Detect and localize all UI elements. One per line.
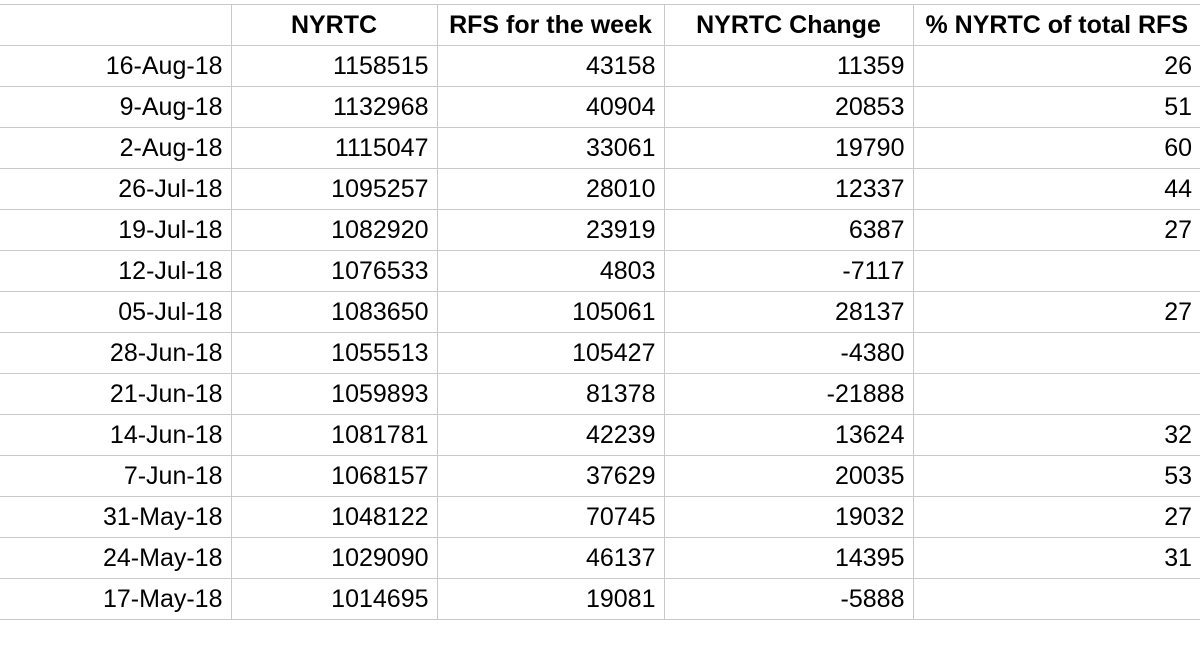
rfs-week-cell: 23919 bbox=[437, 210, 664, 251]
pct-nyrtc-cell: 32 bbox=[913, 415, 1200, 456]
nyrtc-change-cell: 19032 bbox=[664, 497, 913, 538]
nyrtc-change-cell: -21888 bbox=[664, 374, 913, 415]
nyrtc-change-cell: 28137 bbox=[664, 292, 913, 333]
nyrtc-cell: 1082920 bbox=[231, 210, 437, 251]
table-row bbox=[0, 128, 1200, 169]
table-row bbox=[0, 538, 1200, 579]
rfs-week-cell: 105427 bbox=[437, 333, 664, 374]
nyrtc-change-cell: 14395 bbox=[664, 538, 913, 579]
table-row bbox=[0, 87, 1200, 128]
pct-nyrtc-cell bbox=[913, 333, 1200, 374]
rfs-week-cell: 4803 bbox=[437, 251, 664, 292]
nyrtc-change-cell: -4380 bbox=[664, 333, 913, 374]
rfs-week-cell: 40904 bbox=[437, 87, 664, 128]
nyrtc-cell: 1083650 bbox=[231, 292, 437, 333]
pct-nyrtc-cell bbox=[913, 251, 1200, 292]
nyrtc-cell: 1095257 bbox=[231, 169, 437, 210]
header-cell-date bbox=[0, 5, 231, 46]
nyrtc-change-cell: 6387 bbox=[664, 210, 913, 251]
header-row bbox=[0, 5, 1200, 46]
rfs-week-cell: 43158 bbox=[437, 46, 664, 87]
nyrtc-change-cell: 20035 bbox=[664, 456, 913, 497]
date-cell: 2-Aug-18 bbox=[0, 128, 231, 169]
nyrtc-cell: 1029090 bbox=[231, 538, 437, 579]
nyrtc-change-cell: -7117 bbox=[664, 251, 913, 292]
pct-nyrtc-cell: 44 bbox=[913, 169, 1200, 210]
header-cell-rfs-week: RFS for the week bbox=[437, 5, 664, 46]
nyrtc-cell: 1014695 bbox=[231, 579, 437, 620]
nyrtc-change-cell: 11359 bbox=[664, 46, 913, 87]
rfs-week-cell: 37629 bbox=[437, 456, 664, 497]
table-row bbox=[0, 497, 1200, 538]
nyrtc-change-cell: 13624 bbox=[664, 415, 913, 456]
table-row bbox=[0, 46, 1200, 87]
date-cell: 12-Jul-18 bbox=[0, 251, 231, 292]
pct-nyrtc-cell: 27 bbox=[913, 210, 1200, 251]
rfs-week-cell: 28010 bbox=[437, 169, 664, 210]
table-row bbox=[0, 333, 1200, 374]
nyrtc-cell: 1048122 bbox=[231, 497, 437, 538]
table-row bbox=[0, 374, 1200, 415]
pct-nyrtc-cell: 26 bbox=[913, 46, 1200, 87]
nyrtc-change-cell: 19790 bbox=[664, 128, 913, 169]
date-cell: 16-Aug-18 bbox=[0, 46, 231, 87]
pct-nyrtc-cell: 51 bbox=[913, 87, 1200, 128]
table-header bbox=[0, 5, 1200, 46]
date-cell: 24-May-18 bbox=[0, 538, 231, 579]
pct-nyrtc-cell bbox=[913, 374, 1200, 415]
nyrtc-change-cell: 12337 bbox=[664, 169, 913, 210]
table-row bbox=[0, 251, 1200, 292]
table-row bbox=[0, 210, 1200, 251]
nyrtc-change-cell: 20853 bbox=[664, 87, 913, 128]
date-cell: 26-Jul-18 bbox=[0, 169, 231, 210]
nyrtc-cell: 1132968 bbox=[231, 87, 437, 128]
date-cell: 7-Jun-18 bbox=[0, 456, 231, 497]
table-row bbox=[0, 415, 1200, 456]
nyrtc-cell: 1076533 bbox=[231, 251, 437, 292]
table-row bbox=[0, 169, 1200, 210]
table-row bbox=[0, 456, 1200, 497]
date-cell: 9-Aug-18 bbox=[0, 87, 231, 128]
date-cell: 19-Jul-18 bbox=[0, 210, 231, 251]
table-body bbox=[0, 46, 1200, 620]
pct-nyrtc-cell: 53 bbox=[913, 456, 1200, 497]
date-cell: 17-May-18 bbox=[0, 579, 231, 620]
table-row bbox=[0, 579, 1200, 620]
nyrtc-cell: 1081781 bbox=[231, 415, 437, 456]
rfs-week-cell: 46137 bbox=[437, 538, 664, 579]
nyrtc-cell: 1055513 bbox=[231, 333, 437, 374]
pct-nyrtc-cell: 27 bbox=[913, 292, 1200, 333]
rfs-week-cell: 70745 bbox=[437, 497, 664, 538]
nyrtc-cell: 1059893 bbox=[231, 374, 437, 415]
nyrtc-cell: 1158515 bbox=[231, 46, 437, 87]
pct-nyrtc-cell: 31 bbox=[913, 538, 1200, 579]
nyrtc-cell: 1115047 bbox=[231, 128, 437, 169]
rfs-week-cell: 81378 bbox=[437, 374, 664, 415]
table-row bbox=[0, 292, 1200, 333]
date-cell: 14-Jun-18 bbox=[0, 415, 231, 456]
rfs-week-cell: 33061 bbox=[437, 128, 664, 169]
pct-nyrtc-cell bbox=[913, 579, 1200, 620]
nyrtc-cell: 1068157 bbox=[231, 456, 437, 497]
pct-nyrtc-cell: 27 bbox=[913, 497, 1200, 538]
rfs-week-cell: 105061 bbox=[437, 292, 664, 333]
header-cell-nyrtc: NYRTC bbox=[231, 5, 437, 46]
header-cell-nyrtc-change: NYRTC Change bbox=[664, 5, 913, 46]
date-cell: 31-May-18 bbox=[0, 497, 231, 538]
date-cell: 21-Jun-18 bbox=[0, 374, 231, 415]
rfs-week-cell: 42239 bbox=[437, 415, 664, 456]
date-cell: 28-Jun-18 bbox=[0, 333, 231, 374]
nyrtc-change-cell: -5888 bbox=[664, 579, 913, 620]
data-table bbox=[0, 4, 1200, 620]
date-cell: 05-Jul-18 bbox=[0, 292, 231, 333]
header-cell-pct-nyrtc: % NYRTC of total RFS bbox=[913, 5, 1200, 46]
rfs-week-cell: 19081 bbox=[437, 579, 664, 620]
pct-nyrtc-cell: 60 bbox=[913, 128, 1200, 169]
